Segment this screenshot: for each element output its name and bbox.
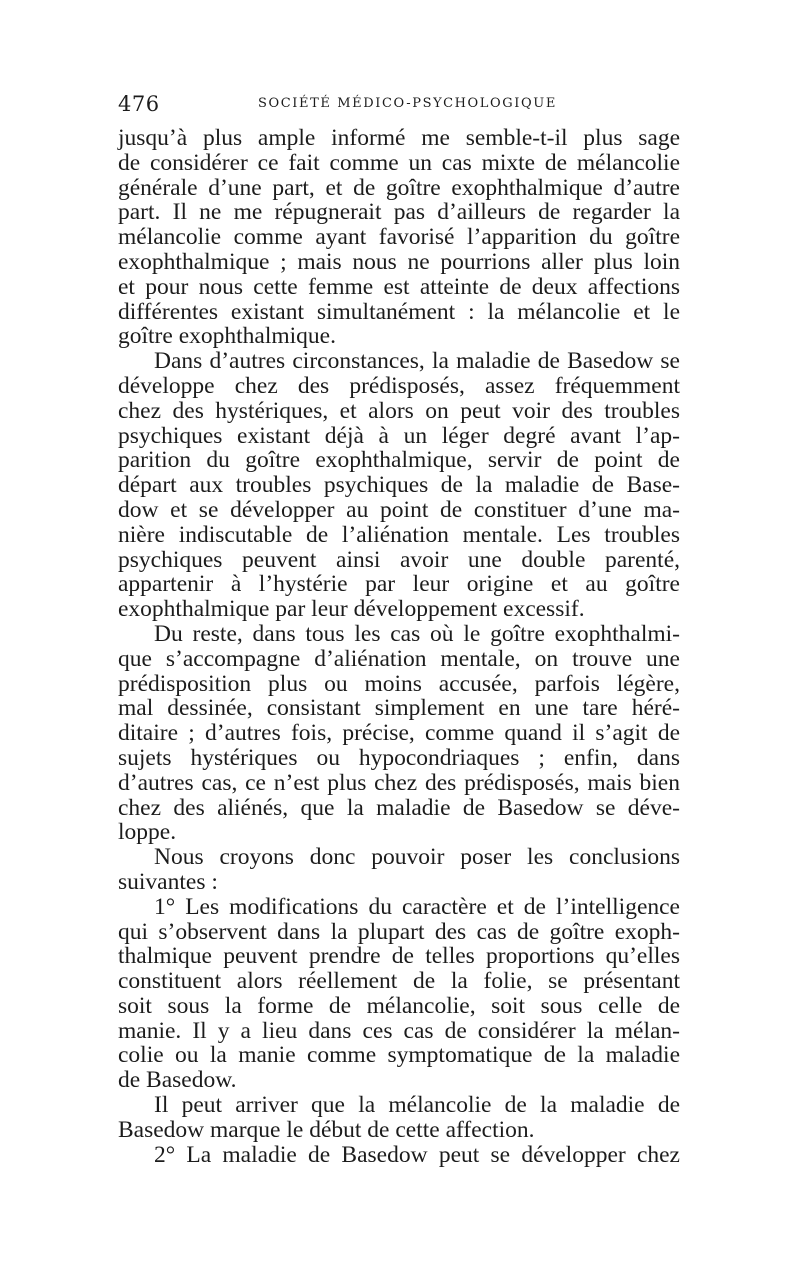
text-line: suivantes : [118, 868, 218, 895]
text-line: de considérer ce fait comme un cas mixte de mélancolie [118, 149, 680, 176]
text-line: Il peut arriver que la mélancolie de la maladie de [154, 1092, 680, 1119]
text-line: développe chez des prédisposés, assez fréquemment [118, 372, 680, 399]
text-line: dow et se développer au point de constituer d’une ma- [118, 496, 680, 523]
text-line: jusqu’à plus ample informé me semble-t-il plus sage [118, 125, 680, 151]
text-line: soit sous la forme de mélancolie, soit sous celle de [118, 992, 680, 1019]
text-line: Basedow marque le début de cette affection. [118, 1116, 535, 1143]
page-number: 476 [118, 92, 160, 116]
text-line: d’autres cas, ce n’est plus chez des prédisposés, mais bien [118, 769, 680, 796]
text-line: nière indiscutable de l’aliénation mentale. Les troubles [118, 521, 680, 548]
text-line: exophthalmique ; mais nous ne pourrions aller plus loin [118, 248, 680, 275]
text-line: Dans d’autres circonstances, la maladie de Basedow se [154, 348, 680, 375]
text-line: 2° La maladie de Basedow peut se développer chez [154, 1141, 680, 1168]
running-header [118, 92, 680, 116]
text-line: loppe. [118, 819, 177, 846]
text-line: chez des aliénés, que la maladie de Basedow se déve- [118, 794, 680, 821]
text-line: Du reste, dans tous les cas où le goître exophthalmi- [154, 620, 680, 647]
text-line: différentes existant simultanément : la mélancolie et le [118, 298, 680, 325]
text-line: chez des hystériques, et alors on peut voir des troubles [118, 397, 680, 424]
text-line: thalmique peuvent prendre de telles proportions qu’elles [118, 943, 680, 970]
text-line: appartenir à l’hystérie par leur origine et au goître [118, 571, 680, 598]
text-line: sujets hystériques ou hypocondriaques ; enfin, dans [118, 744, 680, 771]
text-line: goître exophthalmique. [118, 323, 336, 350]
text-line: psychiques peuvent ainsi avoir une double parenté, [118, 546, 680, 573]
text-line: prédisposition plus ou moins accusée, parfois légère, [118, 670, 680, 697]
text-line: ditaire ; d’autres fois, précise, comme quand il s’agit de [118, 720, 680, 747]
text-line: départ aux troubles psychiques de la maladie de Base- [118, 472, 680, 499]
text-line: manie. Il y a lieu dans ces cas de considérer la mélan- [118, 1017, 680, 1044]
body-text [118, 126, 680, 1167]
text-line: mélancolie comme ayant favorisé l’apparition du goître [118, 224, 680, 251]
text-line: Nous croyons donc pouvoir poser les conclusions [154, 844, 680, 871]
text-line: générale d’une part, et de goître exophthalmique d’autre [118, 174, 680, 201]
text-line: 1° Les modifications du caractère et de l’intelligence [154, 893, 680, 920]
text-line: parition du goître exophthalmique, servir de point de [118, 447, 680, 474]
text-line: constituent alors réellement de la folie, se présentant [118, 968, 680, 995]
text-line: psychiques existant déjà à un léger degré avant l’ap- [118, 422, 680, 449]
text-line: part. Il ne me répugnerait pas d’ailleurs de regarder la [118, 199, 680, 226]
running-title: SOCIÉTÉ MÉDICO-PSYCHOLOGIQUE [258, 96, 557, 111]
text-line: de Basedow. [118, 1067, 237, 1094]
text-line: colie ou la manie comme symptomatique de la maladie [118, 1042, 680, 1069]
text-line: que s’accompagne d’aliénation mentale, on trouve une [118, 645, 680, 672]
text-line: mal dessinée, consistant simplement en une tare héré- [118, 695, 680, 722]
text-line: qui s’observent dans la plupart des cas de goître exoph- [118, 918, 680, 945]
text-line: exophthalmique par leur développement excessif. [118, 596, 585, 623]
text-line: et pour nous cette femme est atteinte de deux affections [118, 273, 680, 300]
